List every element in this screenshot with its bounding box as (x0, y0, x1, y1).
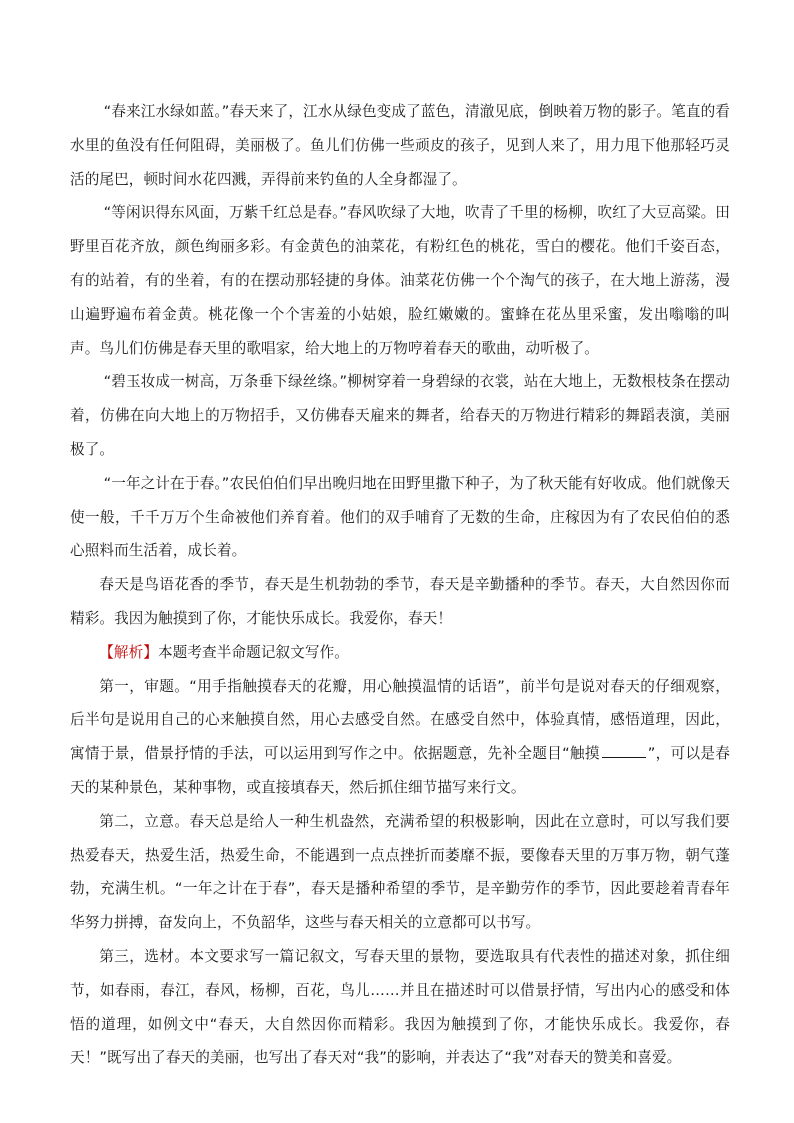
analysis-intro: 本题考查半命题记叙文写作。 (157, 643, 349, 661)
essay-paragraph-4: “一年之计在于春。”农民伯伯们早出晚归地在田野里撒下种子，为了秋天能有好收成。他们就像天使一般，千千万万个生命被他们养育着。他们的双手哺育了无数的生命，庄稼因为有了农民伯伯的悉心照料而生活着，成长着。 (70, 474, 730, 560)
analysis-p1-text-b: ”，可以是春天的某种景色，某种事物，或直接填春天，然后抓住细节描写来行文。 (70, 745, 730, 796)
analysis-p1-text-a: 第一，审题。“用手指触摸春天的花瓣，用心触摸温情的话语”，前半句是说对春天的仔细观察，后半句是说用自己的心来触摸自然，用心去感受自然。在感受自然中，体验真情，感悟道理，因此，寓情于景，借景抒情的手法，可以运用到写作之中。依据题意，先补全题目“触摸 (70, 677, 730, 763)
essay-paragraph-5: 春天是鸟语花香的季节，春天是生机勃勃的季节，春天是辛勤播种的季节。春天，大自然因你而精彩。我因为触摸到了你，才能快乐成长。我爱你，春天！ (70, 576, 730, 627)
title-blank (602, 745, 646, 758)
essay-paragraph-3: “碧玉妆成一树高，万条垂下绿丝绦。”柳树穿着一身碧绿的衣裳，站在大地上，无数根枝条在摆动着，仿佛在向大地上的万物招手，又仿佛春天雇来的舞者，给春天的万物进行精彩的舞蹈表演，美丽极了。 (70, 373, 730, 458)
document-body (70, 95, 730, 1075)
essay-paragraph-1: “春来江水绿如蓝。”春天来了，江水从绿色变成了蓝色，清澈见底，倒映着万物的影子。笔直的看水里的鱼没有任何阻碍，美丽极了。鱼儿们仿佛一些顽皮的孩子，见到人来了，用力甩下他那轻巧灵活的尾巴，顿时间水花四溅，弄得前来钓鱼的人全身都湿了。 (70, 103, 730, 188)
analysis-paragraph-1 (70, 670, 730, 805)
analysis-heading (70, 636, 730, 670)
analysis-label: 【解析】 (99, 643, 158, 661)
essay-paragraph-2: “等闲识得东风面，万紫千红总是春。”春风吹绿了大地，吹青了千里的杨柳，吹红了大豆高粱。田野里百花齐放，颜色绚丽多彩。有金黄色的油菜花，有粉红色的桃花，雪白的樱花。他们千姿百态，有的站着，有的坐着，有的在摆动那轻捷的身体。油菜花仿佛一个个淘气的孩子，在大地上游荡，漫山遍野遍布着金黄。桃花像一个个害羞的小姑娘，脸红嫩嫩的。蜜蜂在花丛里采蜜，发出嗡嗡的叫声。鸟儿们仿佛是春天里的歌唱家，给大地上的万物哼着春天的歌曲，动听极了。 (70, 204, 730, 357)
analysis-paragraph-3: 第三，选材。本文要求写一篇记叙文，写春天里的景物，要选取具有代表性的描述对象，抓住细节，如春雨，春江，春风，杨柳，百花，鸟儿……并且在描述时可以借景抒情，写出内心的感受和体悟的道理，如例文中“春天，大自然因你而精彩。我因为触摸到了你，才能快乐成长。我爱你，春天！”既写出了春天的美丽，也写出了春天对“我”的影响，并表达了“我”对春天的赞美和喜爱。 (70, 947, 730, 1067)
analysis-paragraph-2: 第二，立意。春天总是给人一种生机盎然，充满希望的积极影响，因此在立意时，可以写我们要热爱春天，热爱生活，热爱生命，不能遇到一点点挫折而萎靡不振，要像春天里的万事万物，朝气蓬勃，充满生机。“一年之计在于春”，春天是播种希望的季节，是辛勤劳作的季节，因此要趁着青春年华努力拼搏，奋发向上，不负韶华，这些与春天相关的立意都可以书写。 (70, 812, 730, 932)
